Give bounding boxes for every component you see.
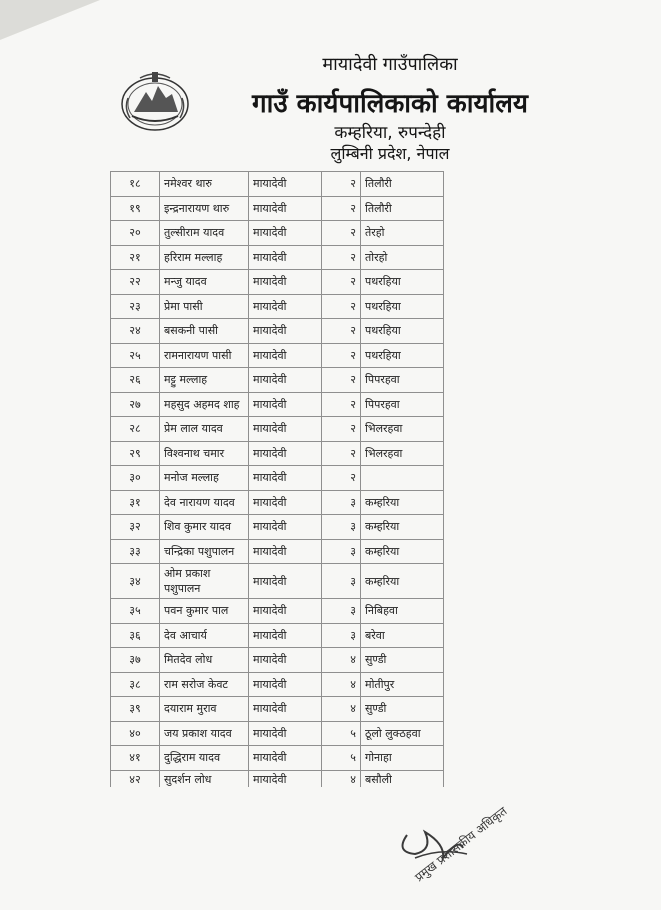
- name-cell: देव नारायण यादव: [160, 490, 249, 515]
- ward-cell: ३: [322, 599, 361, 624]
- table-row: [111, 623, 444, 648]
- municipality-cell: मायादेवी: [249, 270, 322, 295]
- serial-number-cell: ३२: [111, 515, 160, 540]
- ward-cell: ३: [322, 623, 361, 648]
- tole-cell: ठूलो लुक्ठहवा: [361, 721, 444, 746]
- signature-stamp-text: प्रमुख प्रशासकीय अधिकृत: [412, 803, 510, 885]
- ward-cell: २: [322, 294, 361, 319]
- municipality-cell: मायादेवी: [249, 490, 322, 515]
- serial-number-cell: २५: [111, 343, 160, 368]
- table-row: [111, 368, 444, 393]
- ward-cell: २: [322, 319, 361, 344]
- tole-cell: कम्हरिया: [361, 490, 444, 515]
- serial-number-cell: ३३: [111, 539, 160, 564]
- table-row: [111, 490, 444, 515]
- table-row: [111, 319, 444, 344]
- tole-cell: सुण्डी: [361, 697, 444, 722]
- name-cell: ओम प्रकाश पशुपालन: [160, 564, 249, 599]
- municipality-name: मायादेवी गाउँपालिका: [322, 54, 458, 75]
- ward-cell: ३: [322, 564, 361, 599]
- municipality-cell: मायादेवी: [249, 623, 322, 648]
- tole-cell: पथरहिया: [361, 343, 444, 368]
- table-row: [111, 697, 444, 722]
- tole-cell: तोरहो: [361, 245, 444, 270]
- ward-cell: ३: [322, 539, 361, 564]
- ward-cell: २: [322, 196, 361, 221]
- table-row: [111, 564, 444, 599]
- serial-number-cell: १९: [111, 196, 160, 221]
- ward-cell: २: [322, 343, 361, 368]
- tole-cell: भिलरहवा: [361, 417, 444, 442]
- municipality-cell: मायादेवी: [249, 368, 322, 393]
- tole-cell: कम्हरिया: [361, 515, 444, 540]
- table-row: [111, 172, 444, 197]
- table-row: [111, 245, 444, 270]
- serial-number-cell: २७: [111, 392, 160, 417]
- office-address: कम्हरिया, रुपन्देही: [334, 123, 446, 143]
- serial-number-cell: ३६: [111, 623, 160, 648]
- name-cell: प्रेमा पासी: [160, 294, 249, 319]
- serial-number-cell: ३०: [111, 466, 160, 491]
- serial-number-cell: ३५: [111, 599, 160, 624]
- municipality-cell: मायादेवी: [249, 599, 322, 624]
- ward-cell: २: [322, 172, 361, 197]
- tole-cell: कम्हरिया: [361, 564, 444, 599]
- municipality-cell: मायादेवी: [249, 245, 322, 270]
- serial-number-cell: ३९: [111, 697, 160, 722]
- serial-number-cell: २२: [111, 270, 160, 295]
- municipality-cell: मायादेवी: [249, 417, 322, 442]
- name-cell: मितदेव लोध: [160, 648, 249, 673]
- municipality-cell: मायादेवी: [249, 196, 322, 221]
- official-signature-stamp: [385, 780, 535, 890]
- ward-cell: ३: [322, 515, 361, 540]
- table-row: [111, 294, 444, 319]
- name-cell: देव आचार्य: [160, 623, 249, 648]
- serial-number-cell: २८: [111, 417, 160, 442]
- name-cell: राम सरोज केवट: [160, 672, 249, 697]
- name-cell: बसकनी पासी: [160, 319, 249, 344]
- tole-cell: निबिहवा: [361, 599, 444, 624]
- name-cell: तुल्सीराम यादव: [160, 221, 249, 246]
- municipality-cell: मायादेवी: [249, 515, 322, 540]
- ward-cell: ५: [322, 746, 361, 771]
- ward-cell: २: [322, 221, 361, 246]
- ward-cell: ४: [322, 672, 361, 697]
- tole-cell: बसौली: [361, 770, 444, 787]
- table-row: [111, 417, 444, 442]
- serial-number-cell: ३१: [111, 490, 160, 515]
- ward-cell: २: [322, 466, 361, 491]
- name-cell: विश्वनाथ चमार: [160, 441, 249, 466]
- tole-cell: पिपरहवा: [361, 368, 444, 393]
- table-row: [111, 515, 444, 540]
- ward-cell: ५: [322, 721, 361, 746]
- name-cell: रामनारायण पासी: [160, 343, 249, 368]
- serial-number-cell: १८: [111, 172, 160, 197]
- name-cell: इन्द्रनारायण थारु: [160, 196, 249, 221]
- office-title: गाउँ कार्यपालिकाको कार्यालय: [252, 89, 528, 119]
- table-row: [111, 539, 444, 564]
- table-row: [111, 466, 444, 491]
- province-country: लुम्बिनी प्रदेश, नेपाल: [330, 144, 450, 163]
- table-row: [111, 672, 444, 697]
- table-row: [111, 221, 444, 246]
- name-cell: दुद्धिराम यादव: [160, 746, 249, 771]
- tole-cell: सुण्डी: [361, 648, 444, 673]
- municipality-cell: मायादेवी: [249, 648, 322, 673]
- municipality-cell: मायादेवी: [249, 392, 322, 417]
- municipality-cell: मायादेवी: [249, 746, 322, 771]
- tole-cell: मोतीपुर: [361, 672, 444, 697]
- table-row: [111, 648, 444, 673]
- table-row: [111, 441, 444, 466]
- municipality-cell: मायादेवी: [249, 441, 322, 466]
- table-row: [111, 599, 444, 624]
- tole-cell: तिलौरी: [361, 172, 444, 197]
- table-row: [111, 196, 444, 221]
- name-cell: मन्जु यादव: [160, 270, 249, 295]
- serial-number-cell: २४: [111, 319, 160, 344]
- municipality-cell: मायादेवी: [249, 319, 322, 344]
- serial-number-cell: ३८: [111, 672, 160, 697]
- name-cell: पवन कुमार पाल: [160, 599, 249, 624]
- serial-number-cell: २०: [111, 221, 160, 246]
- municipality-cell: मायादेवी: [249, 564, 322, 599]
- name-cell: महसुद अहमद शाह: [160, 392, 249, 417]
- serial-number-cell: २६: [111, 368, 160, 393]
- tole-cell: [361, 466, 444, 491]
- tole-cell: तेरहो: [361, 221, 444, 246]
- municipality-cell: मायादेवी: [249, 172, 322, 197]
- serial-number-cell: २१: [111, 245, 160, 270]
- serial-number-cell: ४०: [111, 721, 160, 746]
- serial-number-cell: ३४: [111, 564, 160, 599]
- name-cell: शिव कुमार यादव: [160, 515, 249, 540]
- tole-cell: पिपरहवा: [361, 392, 444, 417]
- tole-cell: पथरहिया: [361, 319, 444, 344]
- tole-cell: कम्हरिया: [361, 539, 444, 564]
- table-row: [111, 721, 444, 746]
- serial-number-cell: २९: [111, 441, 160, 466]
- table-row: [111, 746, 444, 771]
- serial-number-cell: ४२: [111, 770, 160, 787]
- ward-cell: २: [322, 270, 361, 295]
- table-row: [111, 392, 444, 417]
- page-fold-shadow: [0, 0, 100, 40]
- ward-cell: २: [322, 441, 361, 466]
- tole-cell: पथरहिया: [361, 294, 444, 319]
- tole-cell: तिलौरी: [361, 196, 444, 221]
- municipality-cell: मायादेवी: [249, 294, 322, 319]
- tole-cell: भिलरहवा: [361, 441, 444, 466]
- municipality-cell: मायादेवी: [249, 697, 322, 722]
- ward-cell: २: [322, 392, 361, 417]
- name-cell: नमेश्वर थारु: [160, 172, 249, 197]
- municipality-cell: मायादेवी: [249, 343, 322, 368]
- tole-cell: गोनाहा: [361, 746, 444, 771]
- municipality-cell: मायादेवी: [249, 721, 322, 746]
- ward-cell: २: [322, 368, 361, 393]
- name-cell: प्रेम लाल यादव: [160, 417, 249, 442]
- name-cell: मट्टु मल्लाह: [160, 368, 249, 393]
- ward-cell: २: [322, 417, 361, 442]
- name-cell: सुदर्शन लोध: [160, 770, 249, 787]
- ward-cell: ३: [322, 490, 361, 515]
- ward-cell: ४: [322, 648, 361, 673]
- name-cell: हरिराम मल्लाह: [160, 245, 249, 270]
- municipality-cell: मायादेवी: [249, 770, 322, 787]
- municipality-cell: मायादेवी: [249, 539, 322, 564]
- municipality-cell: मायादेवी: [249, 466, 322, 491]
- name-cell: जय प्रकाश यादव: [160, 721, 249, 746]
- tole-cell: पथरहिया: [361, 270, 444, 295]
- serial-number-cell: ३७: [111, 648, 160, 673]
- municipality-cell: मायादेवी: [249, 672, 322, 697]
- ward-cell: ४: [322, 770, 361, 787]
- tole-cell: बरेवा: [361, 623, 444, 648]
- ward-cell: ४: [322, 697, 361, 722]
- name-cell: चन्द्रिका पशुपालन: [160, 539, 249, 564]
- serial-number-cell: ४१: [111, 746, 160, 771]
- ward-cell: २: [322, 245, 361, 270]
- table-row: [111, 270, 444, 295]
- table-row: [111, 343, 444, 368]
- name-cell: मनोज मल्लाह: [160, 466, 249, 491]
- municipality-cell: मायादेवी: [249, 221, 322, 246]
- beneficiary-table: [110, 171, 444, 787]
- name-cell: दयाराम मुराव: [160, 697, 249, 722]
- serial-number-cell: २३: [111, 294, 160, 319]
